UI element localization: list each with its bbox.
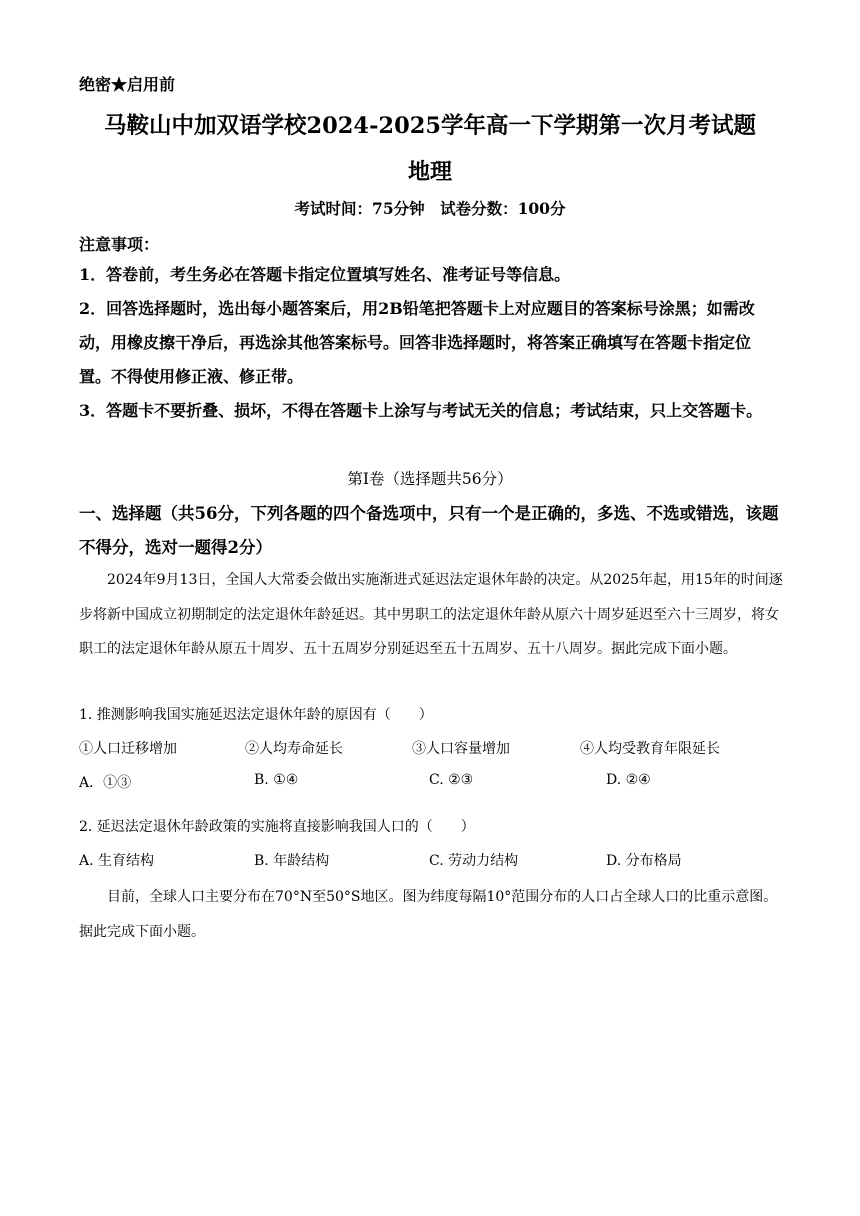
section-heading: 一、选择题（共56分，下列各题的四个备选项中，只有一个是正确的，多选、不选或错选，该题不得分，选对一题得2分） <box>79 504 779 557</box>
q1-choice-b: B. ①④ <box>254 772 299 788</box>
part-title: 第Ⅰ卷（选择题共56分） <box>347 470 513 488</box>
q1-item-1: ①人口迁移增加 <box>79 741 177 757</box>
q2-choice-d: D. 分布格局 <box>606 853 682 869</box>
question-2-stem: 2. 延迟法定退休年龄政策的实施将直接影响我国人口的（ ） <box>79 819 475 835</box>
q2-choice-a: A. 生育结构 <box>79 853 155 869</box>
q2-choice-c: C. 劳动力结构 <box>429 853 519 869</box>
q2-choice-b: B. 年龄结构 <box>254 853 330 869</box>
q1-choice-c: C. ②③ <box>429 772 474 788</box>
q1-choice-d: D. ②④ <box>606 772 651 788</box>
q1-item-2: ②人均寿命延长 <box>245 741 343 757</box>
note-item-2: 2．回答选择题时，选出每小题答案后，用2B铅笔把答题卡上对应题目的答案标号涂黑；如需改动，用橡皮擦干净后，再选涂其他答案标号。回答非选择题时，将答案正确填写在答题卡指定位置。不得使用修正液、修正带。 <box>79 299 755 386</box>
q1-choice-a: A．①③ <box>79 775 132 791</box>
confidential-label: 绝密★启用前 <box>79 75 176 94</box>
material-paragraph-1: 2024年9月13日，全国人大常委会做出实施渐进式延迟法定退休年龄的决定。从2025年起，用15年的时间逐步将新中国成立初期制定的法定退休年龄延迟。其中男职工的法定退休年龄从原六十周岁延迟至六十三周岁，将女职工的法定退休年龄从原五十周岁、五十五周岁分别延迟至五十五周岁、五十八周岁。据此完成下面小题。 <box>79 572 783 657</box>
material-paragraph-2: 目前，全球人口主要分布在70°N至50°S地区。图为纬度每隔10°范围分布的人口占全球人口的比重示意图。据此完成下面小题。 <box>79 889 778 940</box>
q1-item-4: ④人均受教育年限延长 <box>580 741 720 757</box>
note-item-1: 1．答卷前，考生务必在答题卡指定位置填写姓名、准考证号等信息。 <box>79 265 571 284</box>
exam-title: 马鞍山中加双语学校2024-2025学年高一下学期第一次月考试题 <box>103 113 757 139</box>
notes-heading: 注意事项： <box>79 235 160 254</box>
exam-info: 考试时间：75分钟 试卷分数：100分 <box>294 199 566 218</box>
q1-item-3: ③人口容量增加 <box>412 741 510 757</box>
question-1-stem: 1. 推测影响我国实施延迟法定退休年龄的原因有（ ） <box>79 707 433 723</box>
subject-title: 地理 <box>407 159 452 185</box>
note-item-3: 3．答题卡不要折叠、损坏，不得在答题卡上涂写与考试无关的信息；考试结束，只上交答题卡。 <box>79 401 763 420</box>
